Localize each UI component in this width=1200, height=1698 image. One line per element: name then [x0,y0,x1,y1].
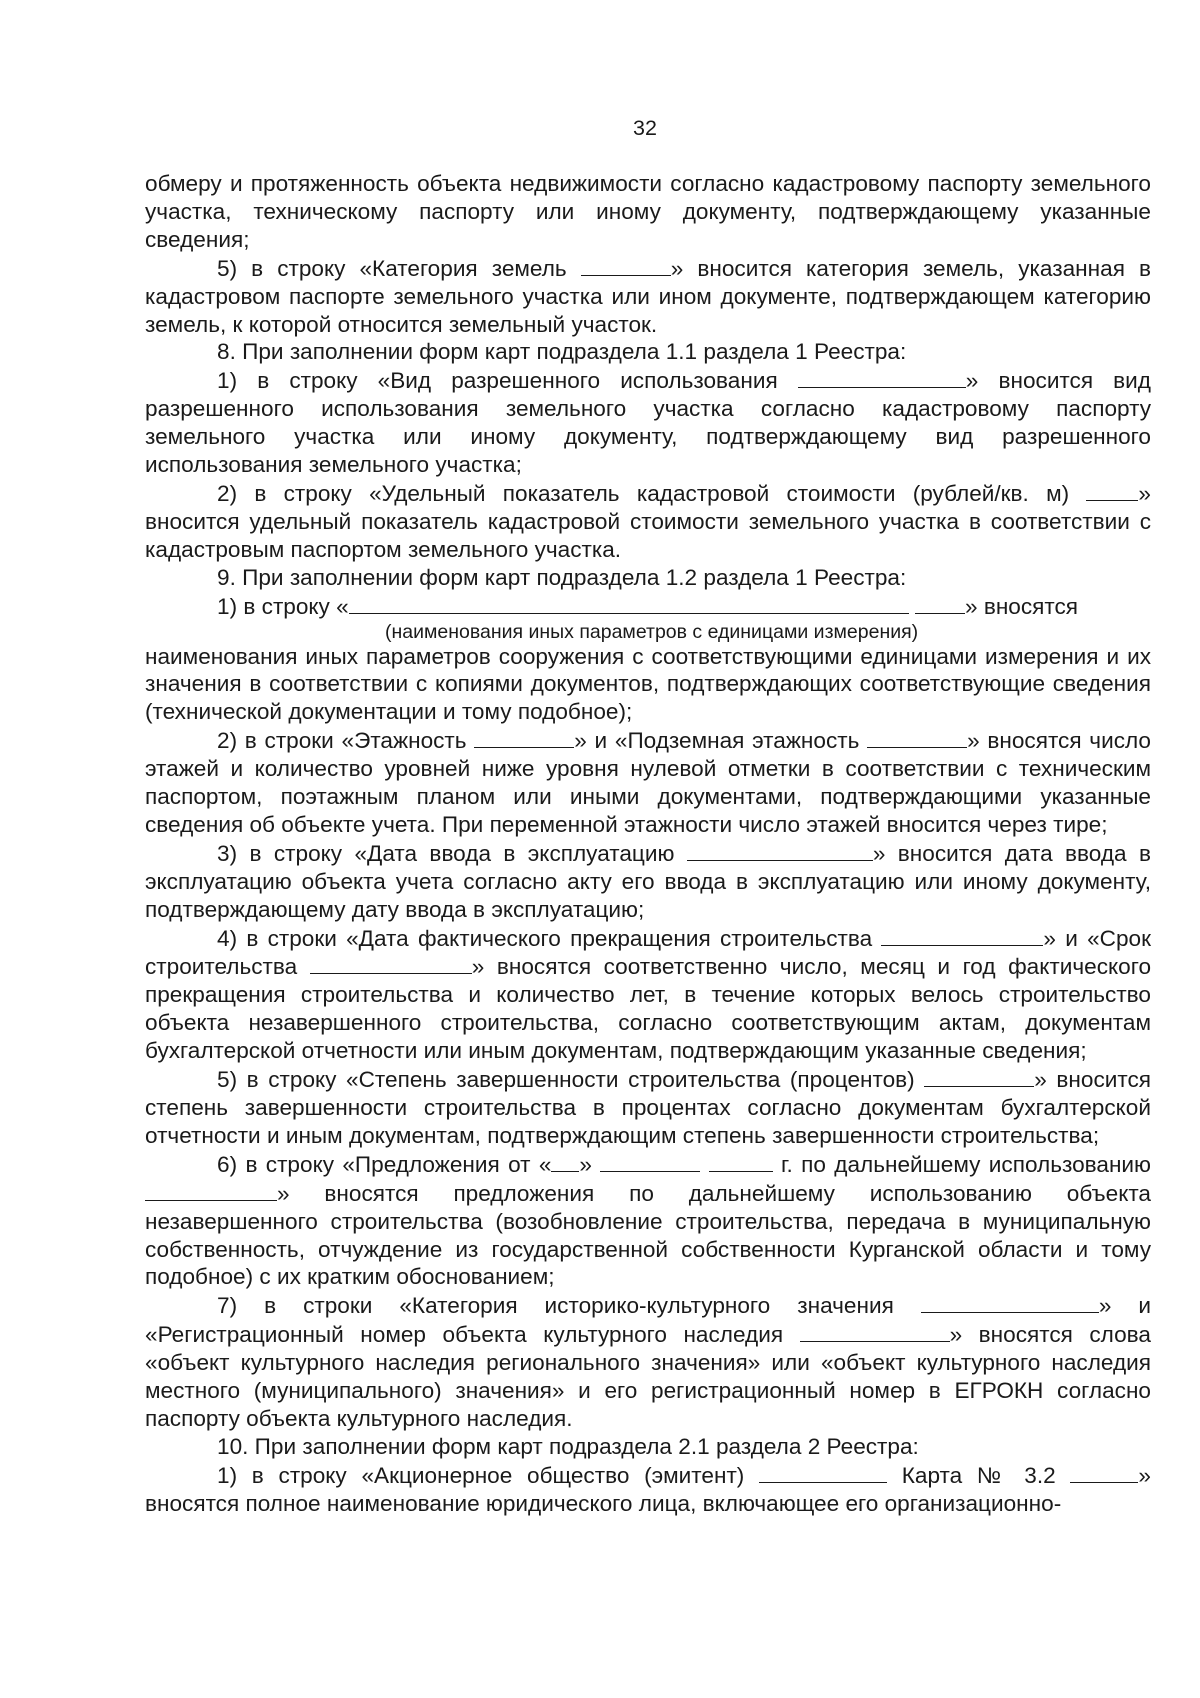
blank-field [310,952,472,974]
blank-field [349,592,909,614]
blank-field [1070,1461,1138,1483]
paragraph: 4) в строки «Дата фактического прекращения строительства » и «Срок строительства » вносятся соответственно число, месяц и год фактического прекращения строительства и количество лет, в течение которых велось строительство объекта незавершенного строительства, согласно соответствующим актам, документам бухгалтерской отчетности или иным документам, подтверждающим указанные сведения; [145,925,1152,1064]
paragraph: 5) в строку «Категория земель » вносится категория земель, указанная в кадастровом паспорте земельного участка или ином документе, подтверждающем категорию земель, к которой относится земельный участок. [145,255,1151,337]
blank-field [474,726,574,748]
paragraph: 6) в строку «Предложения от « » г. по дальнейшему использованию » вносятся предложения по дальнейшему использованию объекта незавершенного строительства (возобновление строительства, передача в муниципальную собственность, отчуждение из государственной собственности Курганской области и тому подобное) с их кратким обоснованием; [145,1151,1152,1290]
paragraph: 3) в строку «Дата ввода в эксплуатацию » вносится дата ввода в эксплуатацию объекта учета согласно акту его ввода в эксплуатацию или иному документу, подтверждающему дату ввода в эксплуатацию; [145,840,1152,922]
paragraph: обмеру и протяженность объекта недвижимости согласно кадастровому паспорту земельного участка, техническому паспорту или иному документу, подтверждающему указанные сведения; [145,171,1151,252]
blank-field [1086,479,1138,501]
paragraph: наименования иных параметров сооружения с соответствующими единицами измерения и их значения в соответствии с копиями документов, подтверждающих соответствующие сведения (технической документации и тому подобное); [145,643,1151,725]
paragraph: 8. При заполнении форм карт подраздела 1.1 раздела 1 Реестра: [217,339,907,365]
paragraph: 2) в строку «Удельный показатель кадастровой стоимости (рублей/кв. м) » вносится удельный показатель кадастровой стоимости земельного участка в соответствии с кадастровым паспортом земельного участка. [145,480,1151,562]
page-number: 32 [633,116,657,140]
paragraph: 1) в строку «Акционерное общество (эмитент) Карта № 3.2 » вносятся полное наименование юридического лица, включающее его организационно- [145,1462,1151,1516]
paragraph: 7) в строки «Категория историко-культурного значения » и «Регистрационный номер объекта культурного наследия » вносятся слова «объект культурного наследия регионального значения» или «объект культурного наследия местного (муниципального) значения» и его регистрационный номер в ЕГРОКН согласно паспорту объекта культурного наследия. [145,1293,1151,1431]
paragraph: 2) в строки «Этажность » и «Подземная этажность » вносятся число этажей и количество уровней ниже уровня нулевой отметки в соответствии с техническим паспортом, поэтажным планом или иными документами, подтверждающими указанные сведения об объекте учета. При переменной этажности число этажей вносится через тире; [145,728,1151,837]
blank-field [800,1320,950,1342]
blank-field [798,366,966,388]
blank-field [145,1179,277,1201]
blank-field [881,924,1043,946]
paragraph: 5) в строку «Степень завершенности строительства (процентов) » вносится степень завершенности строительства в процентах согласно документам бухгалтерской отчетности и иным документам, подтверждающим степень завершенности строительства; [145,1067,1151,1148]
blank-field [921,1291,1099,1313]
document-body [145,170,1151,1518]
field-caption: (наименования иных параметров с единицами измерения) [385,620,919,643]
blank-field [759,1461,887,1483]
blank-field [687,839,873,861]
blank-field [709,1150,773,1172]
paragraph: 9. При заполнении форм карт подраздела 1.2 раздела 1 Реестра: [217,564,907,590]
blank-field [867,726,967,748]
paragraph: 10. При заполнении форм карт подраздела 2.1 раздела 2 Реестра: [217,1433,919,1459]
blank-field [600,1150,700,1172]
blank-field [915,592,965,614]
blank-field [924,1065,1034,1087]
paragraph: 1) в строку « » вносятся [217,593,1079,619]
blank-field [551,1150,579,1172]
blank-field [581,254,671,276]
paragraph: 1) в строку «Вид разрешенного использования » вносится вид разрешенного использования земельного участка согласно кадастровому паспорту земельного участка или иному документу, подтверждающему вид разрешенного использования земельного участка; [145,368,1151,478]
